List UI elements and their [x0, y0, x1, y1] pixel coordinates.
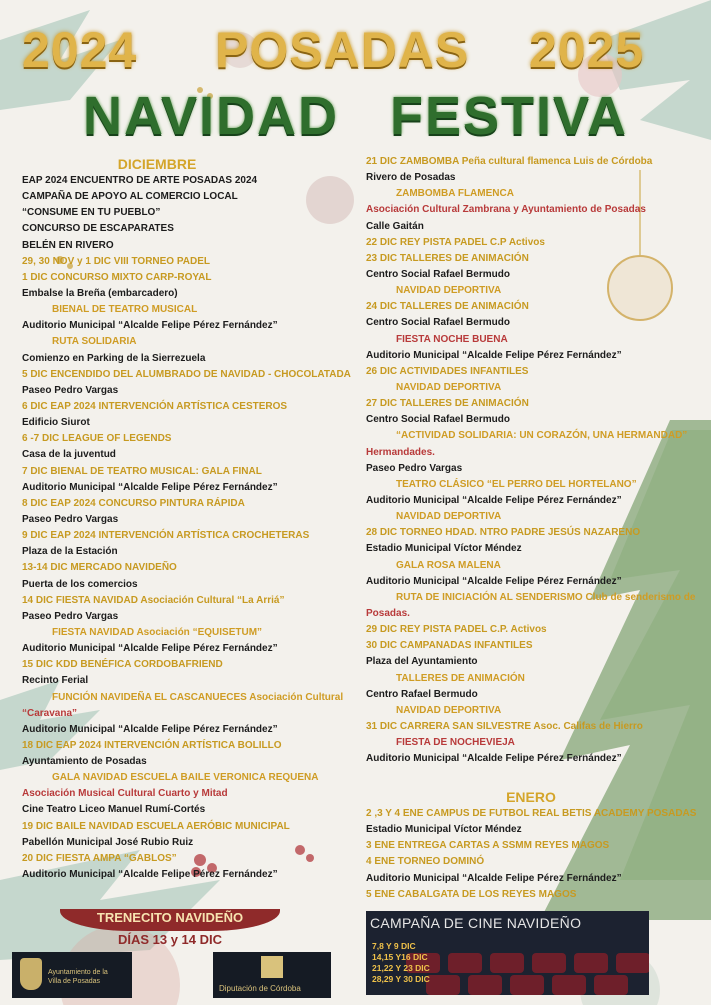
event-line: 3 ENE ENTREGA CARTAS A SSMM REYES MAGOS [366, 840, 610, 852]
enero-heading: ENERO [506, 789, 556, 805]
event-line: Centro Social Rafael Bermudo [366, 268, 510, 280]
event-line: FIESTA NAVIDAD Asociación “EQUISETUM” [52, 626, 263, 638]
event-line: 15 DIC KDD BENÉFICA CORDOBAFRIEND [22, 659, 223, 671]
event-line: 8 DIC EAP 2024 CONCURSO PINTURA RÁPIDA [22, 497, 245, 509]
event-line: CONCURSO DE ESCAPARATES [22, 223, 174, 235]
event-line: Paseo Pedro Vargas [22, 384, 119, 396]
event-line: Posadas. [366, 607, 410, 619]
event-line: Comienzo en Parking de la Sierrezuela [22, 352, 206, 364]
event-line: Asociación Musical Cultural Cuarto y Mitad [22, 788, 228, 800]
event-line: 28 DIC TORNEO HDAD. NTRO PADRE JESÚS NAZARENO [366, 527, 641, 539]
event-line: 24 DIC TALLERES DE ANIMACIÓN [366, 301, 529, 313]
event-list-enero [366, 806, 706, 903]
year-right: 2025 [529, 22, 645, 78]
diputacion-text: Diputación de Córdoba [219, 984, 301, 993]
event-line: 13-14 DIC MERCADO NAVIDEÑO [22, 562, 177, 574]
event-line: RUTA SOLIDARIA [52, 336, 137, 348]
event-line: 5 ENE CABALGATA DE LOS REYES MAGOS [366, 888, 577, 900]
event-line: Asociación Cultural Zambrana y Ayuntamiento de Posadas [366, 204, 646, 216]
event-line: FIESTA DE NOCHEVIEJA [396, 737, 515, 749]
event-line: Estadio Municipal Víctor Méndez [366, 543, 522, 555]
event-line: BELÉN EN RIVERO [22, 239, 114, 251]
event-line: 20 DIC FIESTA AMPA “GABLOS” [22, 852, 177, 864]
event-line: EAP 2024 ENCUENTRO DE ARTE POSADAS 2024 [22, 175, 258, 186]
diciembre-column [22, 155, 357, 883]
header-row [0, 10, 711, 76]
event-line: Auditorio Municipal “Alcalde Felipe Pérez Fernández” [22, 481, 278, 493]
event-line: 31 DIC CARRERA SAN SILVESTRE Asoc. Califas de Hierro [366, 720, 643, 732]
event-line: “Caravana” [22, 707, 78, 719]
event-line: “CONSUME EN TU PUEBLO” [22, 207, 161, 219]
event-line: 27 DIC TALLERES DE ANIMACIÓN [366, 398, 529, 410]
year-left: 2024 [22, 22, 138, 78]
event-line: FIESTA NOCHE BUENA [396, 333, 508, 345]
event-line: Recinto Ferial [22, 675, 89, 687]
event-line: Embalse la Breña (embarcadero) [22, 287, 178, 299]
trenecito-dates: DÍAS 13 y 14 DIC [117, 932, 223, 947]
event-line: NAVIDAD DEPORTIVA [396, 511, 502, 523]
event-line: ZAMBOMBA FLAMENCA [396, 188, 514, 200]
diciembre-column-continued [366, 154, 706, 767]
diputacion-logo [213, 952, 331, 998]
event-line: Centro Social Rafael Bermudo [366, 414, 510, 426]
event-line: CAMPAÑA DE APOYO AL COMERCIO LOCAL [22, 191, 238, 203]
event-line: Rivero de Posadas [366, 172, 456, 184]
event-line: 7 DIC BIENAL DE TEATRO MUSICAL: GALA FINAL [22, 465, 262, 477]
event-line: Paseo Pedro Vargas [366, 462, 463, 474]
event-line: Edificio Siurot [22, 417, 90, 429]
event-line: 5 DIC ENCENDIDO DEL ALUMBRADO DE NAVIDAD - CHOCOLATADA [22, 368, 351, 380]
cine-dates [372, 941, 430, 985]
title-posadas: POSADAS [215, 22, 470, 78]
event-line: 22 DIC REY PISTA PADEL C.P Activos [366, 236, 545, 248]
event-line: TALLERES DE ANIMACIÓN [396, 672, 525, 684]
cine-date: 14,15 Y16 DIC [372, 952, 428, 962]
event-list-right [366, 154, 706, 767]
event-line: BIENAL DE TEATRO MUSICAL [52, 304, 198, 316]
event-line: Auditorio Municipal “Alcalde Felipe Pérez Fernández” [366, 872, 622, 884]
event-line: Cine Teatro Liceo Manuel Rumí-Cortés [22, 804, 206, 816]
event-line: Auditorio Municipal “Alcalde Felipe Pérez Fernández” [22, 320, 278, 332]
event-line: NAVIDAD DEPORTIVA [396, 285, 502, 297]
event-line: Ayuntamiento de Posadas [22, 756, 147, 768]
event-line: “ACTIVIDAD SOLIDARIA: UN CORAZÓN, UNA HERMANDAD” [396, 430, 688, 442]
event-line: RUTA DE INICIACIÓN AL SENDERISMO Club de senderismo de [396, 591, 696, 603]
event-line: FUNCIÓN NAVIDEÑA EL CASCANUECES Asociación Cultural [52, 691, 344, 703]
event-line: Auditorio Municipal “Alcalde Felipe Pérez Fernández” [366, 349, 622, 361]
event-list-left [22, 173, 357, 883]
event-line: Centro Rafael Bermudo [366, 688, 478, 700]
event-line: 6 -7 DIC LEAGUE OF LEGENDS [22, 433, 172, 445]
event-line: Auditorio Municipal “Alcalde Felipe Pérez Fernández” [22, 869, 278, 881]
event-line: Auditorio Municipal “Alcalde Felipe Pérez Fernández” [366, 575, 622, 587]
enero-section [366, 788, 706, 903]
cine-date: 7,8 Y 9 DIC [372, 941, 416, 951]
trenecito-title: TRENECITO NAVIDEÑO [96, 910, 244, 925]
ayuntamiento-text-2: Villa de Posadas [48, 978, 101, 985]
event-line: GALA NAVIDAD ESCUELA BAILE VERONICA REQUENA [52, 772, 319, 784]
event-line: Plaza del Ayuntamiento [366, 656, 478, 668]
event-line: Centro Social Rafael Bermudo [366, 317, 510, 329]
ayuntamiento-text-1: Ayuntamiento de la [48, 969, 108, 976]
event-line: 23 DIC TALLERES DE ANIMACIÓN [366, 252, 529, 264]
event-line: 29 DIC REY PISTA PADEL C.P. Activos [366, 624, 547, 636]
event-line: Paseo Pedro Vargas [22, 610, 119, 622]
event-line: 29, 30 NOV y 1 DIC VIII TORNEO PADEL [22, 255, 211, 267]
event-line: Plaza de la Estación [22, 546, 118, 558]
event-line: 14 DIC FIESTA NAVIDAD Asociación Cultural “La Arriá” [22, 594, 285, 606]
diciembre-heading: DICIEMBRE [117, 156, 197, 172]
event-line: Pabellón Municipal José Rubio Ruiz [22, 836, 194, 848]
event-line: Puerta de los comercios [22, 578, 138, 590]
event-line: Auditorio Municipal “Alcalde Felipe Pérez Fernández” [366, 494, 622, 506]
event-line: 9 DIC EAP 2024 INTERVENCIÓN ARTÍSTICA CROCHETERAS [22, 530, 310, 542]
event-line: Auditorio Municipal “Alcalde Felipe Pérez Fernández” [366, 753, 622, 765]
ayuntamiento-logo [12, 952, 132, 998]
cine-date: 28,29 Y 30 DIC [372, 974, 430, 984]
event-line: 26 DIC ACTIVIDADES INFANTILES [366, 365, 529, 377]
diputacion-emblem-icon [261, 956, 283, 978]
event-line: Hermandades. [366, 446, 435, 458]
title-navidad-festiva: NAVIDAD FESTIVA [82, 86, 629, 146]
coat-of-arms-icon [20, 958, 42, 990]
event-line: Auditorio Municipal “Alcalde Felipe Pérez Fernández” [22, 723, 278, 735]
cine-box [366, 911, 649, 995]
cine-date: 21,22 Y 23 DIC [372, 963, 430, 973]
event-line: Calle Gaitán [366, 220, 424, 232]
event-line: 21 DIC ZAMBOMBA Peña cultural flamenca Luis de Córdoba [366, 156, 653, 167]
event-line: 18 DIC EAP 2024 INTERVENCIÓN ARTÍSTICA BOLILLO [22, 739, 282, 751]
event-line: GALA ROSA MALENA [396, 559, 501, 571]
trenecito-banner [60, 905, 280, 957]
event-line: 1 DIC CONCURSO MIXTO CARP-ROYAL [22, 271, 212, 283]
event-line: 2 ,3 Y 4 ENE CAMPUS DE FUTBOL REAL BETIS ACADEMY POSADAS [366, 808, 697, 819]
event-line: Casa de la juventud [22, 449, 116, 461]
event-line: Estadio Municipal Víctor Méndez [366, 824, 522, 836]
event-line: Auditorio Municipal “Alcalde Felipe Pérez Fernández” [22, 643, 278, 655]
event-line: 6 DIC EAP 2024 INTERVENCIÓN ARTÍSTICA CESTEROS [22, 400, 288, 412]
cine-title: CAMPAÑA DE CINE NAVIDEÑO [370, 915, 582, 931]
event-line: Paseo Pedro Vargas [22, 513, 119, 525]
event-line: 30 DIC CAMPANADAS INFANTILES [366, 640, 533, 652]
event-line: 19 DIC BAILE NAVIDAD ESCUELA AERÓBIC MUNICIPAL [22, 820, 290, 832]
event-line: 4 ENE TORNEO DOMINÓ [366, 856, 485, 868]
event-line: NAVIDAD DEPORTIVA [396, 704, 502, 716]
event-line: TEATRO CLÁSICO “EL PERRO DEL HORTELANO” [396, 478, 637, 490]
event-line: NAVIDAD DEPORTIVA [396, 381, 502, 393]
